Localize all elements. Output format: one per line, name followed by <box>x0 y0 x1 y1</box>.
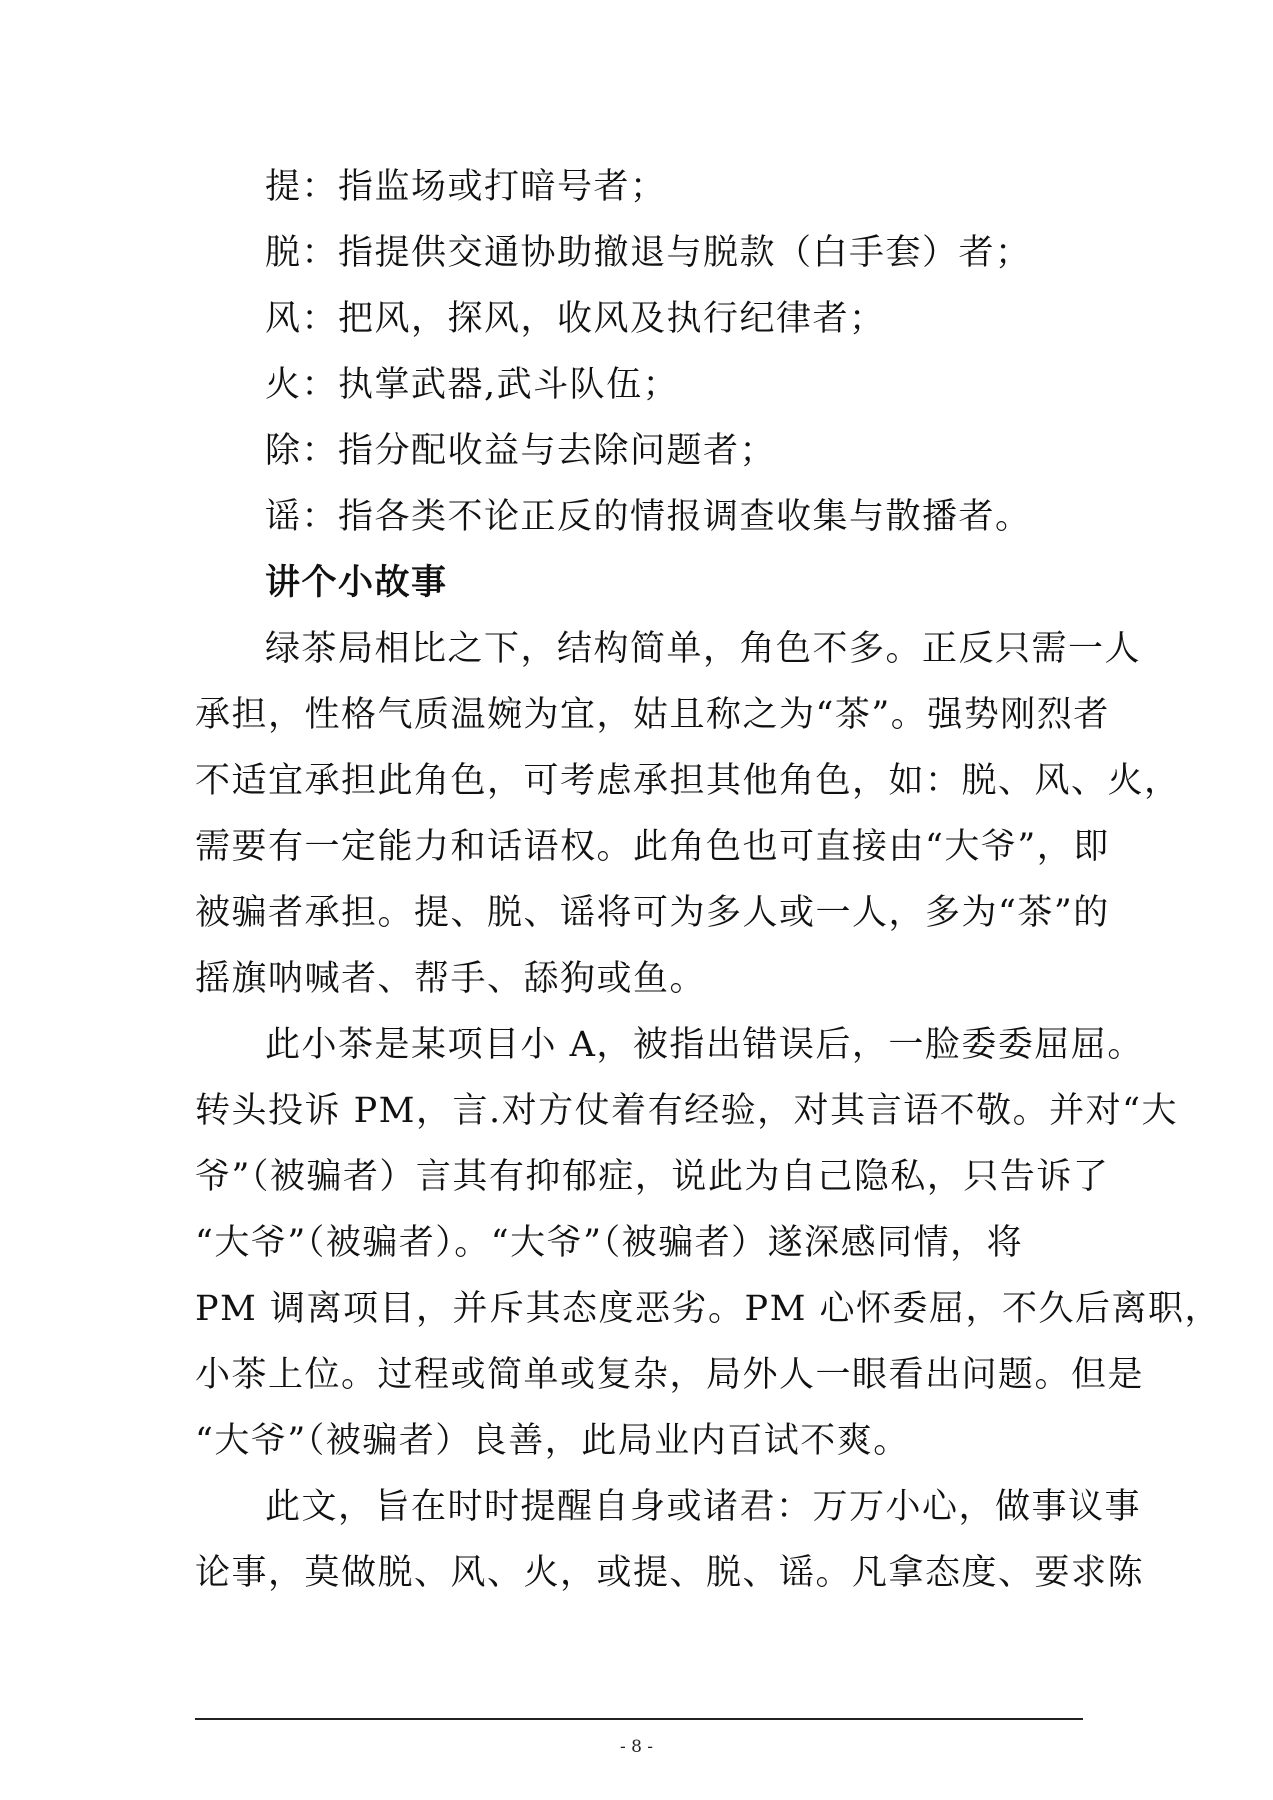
paragraph-line: 此小茶是某项目小 A，被指出错误后，一脸委委屈屈。 <box>265 1025 1144 1065</box>
paragraph-line: “大爷”（被骗者）。“大爷”（被骗者）遂深感同情，将 <box>195 1223 1024 1263</box>
paragraph-2 <box>195 1018 1222 1469</box>
paragraph-line: 转头投诉 PM，言.对方仗着有经验，对其言语不敬。并对“大 <box>195 1091 1179 1131</box>
role-definition: 除：指分配收益与去除问题者； <box>265 431 777 471</box>
paragraph-line: 被骗者承担。提、脱、谣将可为多人或一人，多为“茶”的 <box>195 893 1110 933</box>
paragraph-line: 摇旗呐喊者、帮手、舔狗或鱼。 <box>195 959 707 999</box>
section-heading: 讲个小故事 <box>265 563 448 603</box>
paragraph-line: 绿茶局相比之下，结构简单，角色不多。正反只需一人 <box>265 629 1142 669</box>
page-number: - 8 - <box>619 1737 654 1757</box>
role-definition: 提：指监场或打暗号者； <box>265 167 667 207</box>
paragraph-line: 不适宜承担此角色，可考虑承担其他角色，如：脱、风、火， <box>195 761 1181 801</box>
paragraph-3 <box>195 1480 1145 1601</box>
paragraph-line: 论事，莫做脱、风、火，或提、脱、谣。凡拿态度、要求陈 <box>195 1553 1145 1593</box>
paragraph-1 <box>195 622 1181 1007</box>
footer-divider <box>195 1718 1083 1720</box>
role-definition: 脱：指提供交通协助撤退与脱款（白手套）者； <box>265 233 1032 273</box>
paragraph-line: PM 调离项目，并斥其态度恶劣。PM 心怀委屈，不久后离职， <box>195 1289 1222 1329</box>
body-text <box>195 160 1222 1612</box>
role-definition: 火：执掌武器,武斗队伍； <box>265 365 680 405</box>
paragraph-line: “大爷”（被骗者）良善，此局业内百试不爽。 <box>195 1421 910 1461</box>
role-definition: 谣：指各类不论正反的情报调查收集与散播者。 <box>265 497 1032 537</box>
paragraph-line: 爷”（被骗者）言其有抑郁症，说此为自己隐私，只告诉了 <box>195 1157 1110 1197</box>
paragraph-line: 承担，性格气质温婉为宜，姑且称之为“茶”。强势刚烈者 <box>195 695 1110 735</box>
paragraph-line: 需要有一定能力和话语权。此角色也可直接由“大爷”，即 <box>195 827 1110 867</box>
paragraph-line: 小茶上位。过程或简单或复杂，局外人一眼看出问题。但是 <box>195 1355 1145 1395</box>
paragraph-line: 此文，旨在时时提醒自身或诸君：万万小心，做事议事 <box>265 1487 1142 1527</box>
role-definition: 风：把风，探风，收风及执行纪律者； <box>265 299 886 339</box>
